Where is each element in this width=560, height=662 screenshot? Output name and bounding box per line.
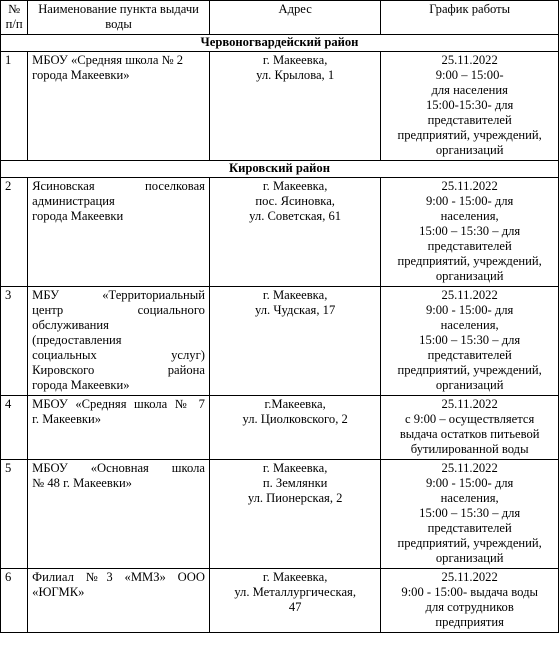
cell-line: 9:00 - 15:00- выдача воды: [401, 585, 538, 599]
table-row: [1, 178, 559, 287]
cell-line: ул. Крылова, 1: [256, 68, 335, 82]
cell-line: Ясиновская поселковая: [32, 179, 205, 193]
header-address: Адрес: [209, 1, 380, 35]
cell-line: 25.11.2022: [441, 288, 498, 302]
cell-line: ул. Чудская, 17: [255, 303, 336, 317]
point-address: [209, 569, 380, 633]
cell-line: 15:00-15:30- для: [425, 98, 514, 112]
cell-line: г. Макеевка,: [262, 461, 328, 475]
cell-line: МБОУ «Средняя школа № 7: [32, 397, 205, 411]
district-row: [1, 161, 559, 178]
point-name: [28, 569, 210, 633]
cell-line: организаций: [435, 143, 504, 157]
table-header-row: [1, 1, 559, 35]
cell-line: ул. Металлургическая,: [234, 585, 356, 599]
cell-line: предприятий, учреждений,: [397, 254, 542, 268]
row-number: 2: [1, 178, 28, 287]
cell-line: обслуживания: [32, 318, 109, 332]
cell-line: п. Землянки: [262, 476, 328, 490]
cell-line: ул. Пионерская, 2: [247, 491, 343, 505]
cell-line: предприятий, учреждений,: [397, 536, 542, 550]
cell-line: для населения: [431, 83, 508, 97]
point-address: [209, 460, 380, 569]
table-row: [1, 52, 559, 161]
cell-line: МБОУ «Средняя школа № 2: [32, 53, 184, 67]
cell-line: администрация: [32, 194, 115, 208]
header-schedule: График работы: [381, 1, 559, 35]
cell-line: г. Макеевка,: [262, 179, 328, 193]
cell-line: Кировского района: [32, 363, 205, 377]
point-schedule: [381, 287, 559, 396]
cell-line: 47: [288, 600, 302, 614]
cell-line: пос. Ясиновка,: [255, 194, 335, 208]
cell-line: 25.11.2022: [441, 179, 498, 193]
point-schedule: [381, 178, 559, 287]
cell-line: г.Макеевка,: [264, 397, 326, 411]
cell-line: населения,: [440, 491, 499, 505]
cell-line: 15:00 – 15:30 – для: [419, 333, 521, 347]
cell-line: 15:00 – 15:30 – для: [419, 506, 521, 520]
district-title: Кировский район: [1, 161, 559, 178]
cell-line: 9:00 - 15:00- для: [425, 476, 514, 490]
table-row: [1, 569, 559, 633]
cell-line: г. Макеевка,: [262, 570, 328, 584]
cell-line: предприятий, учреждений,: [397, 363, 542, 377]
cell-line: МБУ «Территориальный: [32, 288, 205, 302]
cell-line: для сотрудников: [425, 600, 514, 614]
row-number: 3: [1, 287, 28, 396]
cell-line: организаций: [435, 551, 504, 565]
table-row: [1, 287, 559, 396]
cell-line: ул. Советская, 61: [249, 209, 342, 223]
table-row: [1, 396, 559, 460]
cell-line: МБОУ «Основная школа: [32, 461, 205, 475]
cell-line: представителей: [427, 521, 512, 535]
cell-line: г. Макеевка,: [262, 53, 328, 67]
point-address: [209, 287, 380, 396]
point-name: [28, 396, 210, 460]
cell-line: Филиал №3 «ММЗ» ООО: [32, 570, 205, 584]
cell-line: № 48 г. Макеевки»: [32, 476, 132, 490]
header-num: № п/п: [1, 1, 28, 35]
cell-line: 25.11.2022: [441, 570, 498, 584]
header-name: Наименование пункта выдачи воды: [28, 1, 210, 35]
table-body: [1, 35, 559, 633]
cell-line: организаций: [435, 269, 504, 283]
cell-line: г. Макеевка,: [262, 288, 328, 302]
point-schedule: [381, 396, 559, 460]
cell-line: организаций: [435, 378, 504, 392]
point-name: [28, 460, 210, 569]
cell-line: «ЮГМК»: [32, 585, 85, 599]
point-schedule: [381, 569, 559, 633]
district-row: [1, 35, 559, 52]
point-address: [209, 178, 380, 287]
cell-line: ул. Циолковского, 2: [242, 412, 348, 426]
cell-line: представителей: [427, 348, 512, 362]
cell-line: города Макеевки»: [32, 68, 130, 82]
cell-line: 9:00 – 15:00-: [435, 68, 504, 82]
point-address: [209, 396, 380, 460]
cell-line: г. Макеевки»: [32, 412, 102, 426]
row-number: 1: [1, 52, 28, 161]
cell-line: города Макеевки»: [32, 378, 130, 392]
point-name: [28, 178, 210, 287]
cell-line: представителей: [427, 239, 512, 253]
cell-line: центр социального: [32, 303, 205, 317]
cell-line: 9:00 - 15:00- для: [425, 194, 514, 208]
point-schedule: [381, 460, 559, 569]
cell-line: населения,: [440, 318, 499, 332]
cell-line: предприятия: [435, 615, 504, 629]
cell-line: населения,: [440, 209, 499, 223]
cell-line: 9:00 - 15:00- для: [425, 303, 514, 317]
cell-line: бутилированной воды: [410, 442, 529, 456]
cell-line: представителей: [427, 113, 512, 127]
point-address: [209, 52, 380, 161]
point-name: [28, 287, 210, 396]
district-title: Червоногвардейский район: [1, 35, 559, 52]
cell-line: предприятий, учреждений,: [397, 128, 542, 142]
cell-line: социальных услуг): [32, 348, 205, 362]
cell-line: города Макеевки: [32, 209, 124, 223]
cell-line: (предоставления: [32, 333, 122, 347]
table-row: [1, 460, 559, 569]
cell-line: выдача остатков питьевой: [399, 427, 540, 441]
row-number: 6: [1, 569, 28, 633]
cell-line: 25.11.2022: [441, 397, 498, 411]
cell-line: 25.11.2022: [441, 461, 498, 475]
cell-line: 15:00 – 15:30 – для: [419, 224, 521, 238]
point-schedule: [381, 52, 559, 161]
row-number: 5: [1, 460, 28, 569]
cell-line: 25.11.2022: [441, 53, 498, 67]
row-number: 4: [1, 396, 28, 460]
cell-line: с 9:00 – осуществляется: [405, 412, 535, 426]
point-name: [28, 52, 210, 161]
